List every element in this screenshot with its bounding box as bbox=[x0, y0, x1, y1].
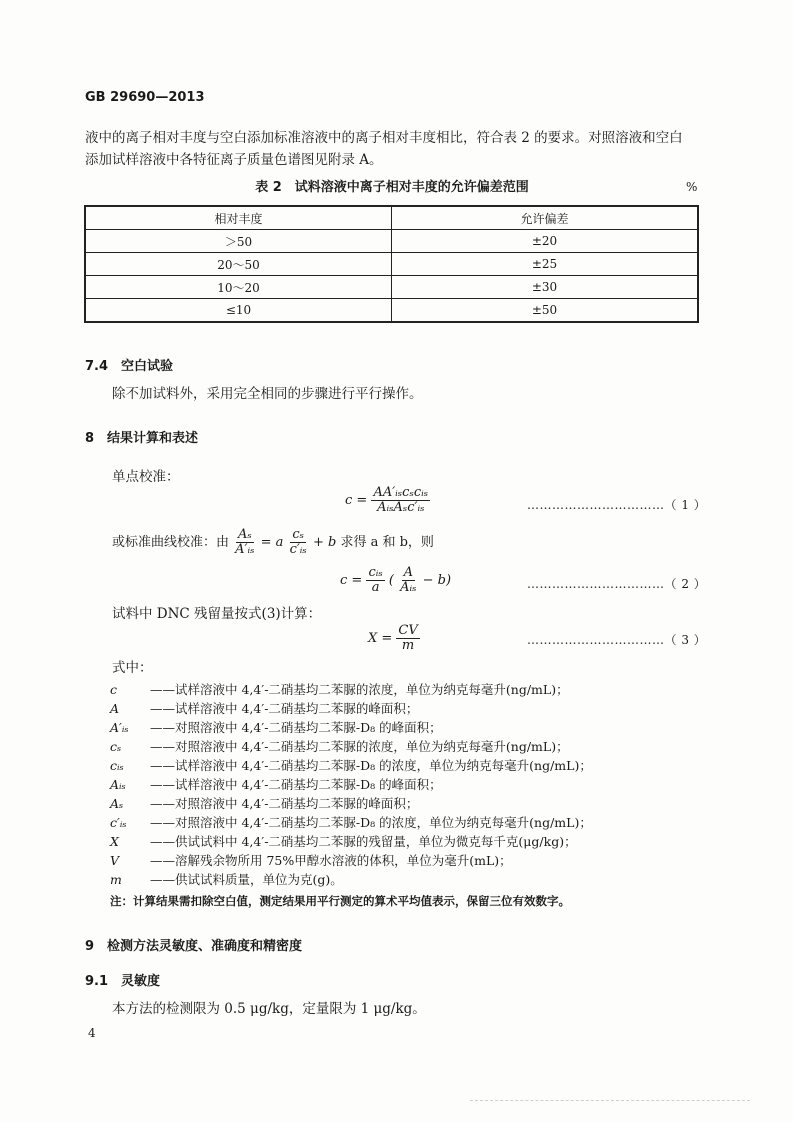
def-text: ——对照溶液中 4,4′-二硝基均二苯脲的浓度，单位为纳克每毫升(ng/mL)； bbox=[150, 739, 569, 754]
list-item bbox=[110, 813, 592, 832]
col-header-abundance: 相对丰度 bbox=[85, 206, 392, 230]
list-item bbox=[110, 832, 592, 851]
def-text: ——试样溶液中 4,4′-二硝基均二苯脲-D₈ 的峰面积； bbox=[150, 777, 442, 792]
curve-fraction-c bbox=[288, 528, 309, 557]
def-text: ——对照溶液中 4,4′-二硝基均二苯脲的峰面积； bbox=[150, 796, 419, 811]
eq2-f-denominator: a bbox=[371, 580, 380, 595]
def-text: ——对照溶液中 4,4′-二硝基均二苯脲-D₈ 的浓度，单位为纳克每毫升(ng/mL)； bbox=[150, 815, 592, 830]
list-item bbox=[110, 794, 592, 813]
eq3-denominator: m bbox=[401, 638, 415, 653]
table-cell: ±20 bbox=[392, 230, 699, 253]
eq3-numerator: CV bbox=[398, 623, 418, 638]
def-symbol: c′ᵢₛ bbox=[110, 815, 127, 830]
eq2-fraction-1 bbox=[366, 566, 384, 595]
table-row bbox=[85, 276, 698, 299]
def-symbol: Aᵢₛ bbox=[110, 777, 126, 792]
def-text: ——试样溶液中 4,4′-二硝基均二苯脲的浓度，单位为纳克每毫升(ng/mL)； bbox=[150, 682, 569, 697]
def-symbol: c bbox=[110, 682, 118, 697]
curve-prefix: 或标准曲线校准：由 bbox=[112, 535, 230, 550]
calculation-note: 注：计算结果需扣除空白值，测定结果用平行测定的算术平均值表示，保留三位有效数字。 bbox=[110, 894, 570, 908]
list-item bbox=[110, 699, 592, 718]
page-number: 4 bbox=[88, 1026, 96, 1040]
eq3-intro: 试料中 DNC 残留量按式(3)计算： bbox=[112, 606, 322, 622]
curve-tail: + b bbox=[312, 535, 337, 550]
def-symbol: X bbox=[110, 834, 119, 849]
eq1-numerator: AA′ᵢₛcₛcᵢₛ bbox=[373, 485, 429, 500]
eq1-denominator: AᵢₛAₛc′ᵢₛ bbox=[377, 500, 425, 515]
def-symbol: cᵢₛ bbox=[110, 758, 124, 773]
table-row bbox=[85, 299, 698, 323]
equation-1 bbox=[345, 486, 430, 515]
list-item bbox=[110, 851, 592, 870]
list-item bbox=[110, 737, 592, 756]
table-cell: 10～20 bbox=[85, 276, 392, 299]
eq2-g-numerator: A bbox=[403, 565, 413, 580]
eq2-lhs: c = bbox=[340, 573, 363, 588]
col-header-tolerance: 允许偏差 bbox=[392, 206, 699, 230]
table-unit: % bbox=[686, 180, 698, 194]
curve-c-denominator: c′ᵢₛ bbox=[289, 542, 307, 557]
def-text: ——溶解残余物所用 75%甲醇水溶液的体积，单位为毫升(mL)； bbox=[150, 853, 512, 868]
list-item bbox=[110, 718, 592, 737]
eq3-lhs: X = bbox=[368, 631, 393, 646]
table-cell: ≤10 bbox=[85, 299, 392, 323]
standard-header: GB 29690—2013 bbox=[85, 90, 205, 105]
curve-suffix: 求得 a 和 b，则 bbox=[340, 535, 434, 550]
eq1-number: ……………………………（ 1 ） bbox=[527, 498, 707, 512]
equation-2 bbox=[340, 566, 451, 595]
curve-c-numerator: cₛ bbox=[292, 527, 305, 542]
eq3-number: ……………………………（ 3 ） bbox=[527, 633, 707, 647]
eq2-f-numerator: cᵢₛ bbox=[368, 565, 383, 580]
table-cell: ±50 bbox=[392, 299, 699, 323]
scan-artifact bbox=[470, 1100, 750, 1104]
section-9-1-title: 9.1 灵敏度 bbox=[85, 974, 161, 989]
def-symbol: m bbox=[110, 872, 122, 887]
table-cell: ±30 bbox=[392, 276, 699, 299]
def-symbol: cₛ bbox=[110, 739, 122, 754]
def-text: ——供试试料中 4,4′-二硝基均二苯脲的残留量，单位为微克每千克(μg/kg)； bbox=[150, 834, 577, 849]
def-text: ——试样溶液中 4,4′-二硝基均二苯脲-D₈ 的浓度，单位为纳克每毫升(ng/mL)； bbox=[150, 758, 592, 773]
def-symbol: Aₛ bbox=[110, 796, 124, 811]
def-symbol: V bbox=[110, 853, 120, 868]
def-text: ——试样溶液中 4,4′-二硝基均二苯脲的峰面积； bbox=[150, 701, 419, 716]
section-9-title: 9 检测方法灵敏度、准确度和精密度 bbox=[85, 939, 303, 954]
eq3-fraction bbox=[396, 624, 419, 653]
def-text: ——对照溶液中 4,4′-二硝基均二苯脲-D₈ 的峰面积； bbox=[150, 720, 442, 735]
list-item bbox=[110, 775, 592, 794]
eq2-g-denominator: Aᵢₛ bbox=[400, 580, 417, 595]
table-cell: 20～50 bbox=[85, 253, 392, 276]
table-cell: ±25 bbox=[392, 253, 699, 276]
curve-a-denominator: A′ᵢₛ bbox=[235, 542, 255, 557]
eq1-lhs: c = bbox=[345, 493, 368, 508]
table-header-row bbox=[85, 206, 698, 230]
eq2-open-paren: ( bbox=[388, 573, 394, 588]
list-item bbox=[110, 870, 592, 889]
curve-a-numerator: Aₛ bbox=[237, 527, 252, 542]
section-8-title: 8 结果计算和表述 bbox=[85, 431, 199, 446]
table-caption: 表 2 试料溶液中离子相对丰度的允许偏差范围 bbox=[255, 180, 529, 195]
curve-calibration-line bbox=[112, 528, 434, 557]
def-text: ——供试试料质量，单位为克(g)。 bbox=[150, 872, 343, 887]
table-row bbox=[85, 253, 698, 276]
list-item bbox=[110, 756, 592, 775]
table-row bbox=[85, 230, 698, 253]
section-7-4-text: 除不加试料外，采用完全相同的步骤进行平行操作。 bbox=[112, 386, 423, 402]
eq2-fraction-2 bbox=[398, 566, 418, 595]
section-7-4-title: 7.4 空白试验 bbox=[85, 359, 174, 374]
eq2-number: ……………………………（ 2 ） bbox=[527, 577, 707, 591]
single-point-label: 单点校准： bbox=[112, 469, 180, 485]
curve-fraction-a bbox=[233, 528, 256, 557]
variable-definitions bbox=[110, 680, 592, 889]
intro-line-2: 添加试样溶液中各特征离子质量色谱图见附录 A。 bbox=[85, 152, 383, 168]
tolerance-table bbox=[84, 205, 699, 323]
where-label: 式中： bbox=[112, 660, 153, 676]
section-9-1-text: 本方法的检测限为 0.5 μg/kg，定量限为 1 μg/kg。 bbox=[112, 1001, 426, 1017]
list-item bbox=[110, 680, 592, 699]
eq2-tail: − b) bbox=[422, 573, 452, 588]
table-cell: ＞50 bbox=[85, 230, 392, 253]
equation-3 bbox=[368, 624, 420, 653]
eq1-fraction bbox=[371, 486, 430, 515]
intro-line-1: 液中的离子相对丰度与空白添加标准溶液中的离子相对丰度相比，符合表 2 的要求。对照溶液和空白 bbox=[85, 130, 683, 146]
def-symbol: A′ᵢₛ bbox=[110, 720, 129, 735]
curve-mid: = a bbox=[260, 535, 284, 550]
def-symbol: A bbox=[110, 701, 120, 716]
